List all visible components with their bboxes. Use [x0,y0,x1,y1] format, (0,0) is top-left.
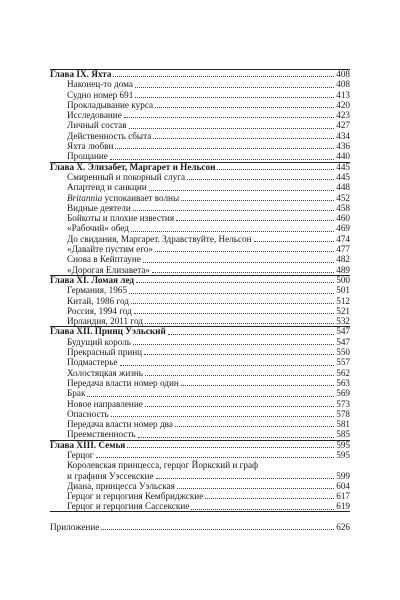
toc-entry-line1 [50,460,350,470]
page-number: 521 [336,305,350,316]
table-of-contents [50,69,350,532]
entry-label: Прощание [67,151,108,162]
leader-dots [115,148,334,149]
entry-label: Герцог и герцогиня Кембриджские [67,491,204,502]
toc-entry [50,141,350,151]
entry-label: «Дорогая Елизавета» [67,264,150,275]
chapter-title: Глава IX. Яхта [50,69,112,79]
leader-dots [135,87,334,88]
toc-entry [50,172,350,182]
leader-dots [149,190,335,191]
entry-label: Преемственность [67,429,136,440]
leader-dots [176,220,334,221]
entry-label: Передача власти номер два [67,419,173,430]
toc-entry [50,419,350,429]
toc-entry [50,213,350,223]
page-number: 550 [336,347,350,358]
toc-entry [50,399,350,409]
leader-dots [136,282,334,283]
entry-label-rest: успокаивает волны [102,192,180,203]
page-number: 563 [336,377,350,388]
leader-dots [168,334,334,335]
page-number: 408 [336,69,350,79]
entry-label: До свидания, Маргарет. Здравствуйте, Нельсон [67,233,252,244]
divider [50,440,350,441]
toc-entry [50,501,350,511]
toc-entry [50,193,350,203]
toc-entry [50,223,350,233]
toc-entry [50,306,350,316]
page-number: 436 [336,141,350,152]
page-number: 595 [336,449,350,460]
chapter-heading [50,440,350,450]
divider [50,69,350,70]
toc-entry [50,151,350,161]
entry-label: Личный состав [67,120,127,131]
page-number: 500 [336,274,350,285]
leader-dots [131,303,334,304]
chapter-heading [50,162,350,172]
page-number: 585 [336,429,350,440]
chapter-title: Глава XIII. Семья [50,439,126,450]
toc-entry [50,409,350,419]
leader-dots [155,251,334,252]
chapter-title: Глава XI. Ломая лед [50,274,135,285]
page-number: 413 [336,89,350,100]
entry-label: Смиренный и покорный слуга [67,171,186,182]
leader-dots [155,107,334,108]
entry-label: Герцог и герцогиня Сассекские [67,501,190,512]
divider [50,275,350,276]
entry-label: Диана, принцесса Уэльская [67,480,175,491]
page-number: 445 [336,161,350,172]
page-number: 562 [336,367,350,378]
toc-entry [50,254,350,264]
leader-dots [152,272,334,273]
entry-label: Королевская принцесса, герцог Йоркский и граф [67,460,259,471]
leader-dots [187,179,334,180]
leader-dots [175,426,334,427]
page-number: 569 [336,388,350,399]
page-number: 448 [336,182,350,193]
page-number: 452 [336,192,350,203]
leader-dots [144,354,334,355]
page-number: 578 [336,408,350,419]
leader-dots [113,76,334,77]
entry-label: Подмастерье [67,357,118,368]
toc-entry [50,285,350,295]
leader-dots [138,437,335,438]
toc-entry [50,265,350,275]
leader-dots [254,241,335,242]
page-number: 408 [336,79,350,90]
page-number: 458 [336,202,350,213]
divider [50,162,350,163]
leader-dots [181,200,334,201]
toc-entry [50,347,350,357]
entry-label: Яхта любви [67,141,114,152]
leader-dots [135,97,334,98]
page-number: 469 [336,223,350,234]
entry-label-continued: и графиня Уэссекские [67,470,154,481]
toc-entry [50,182,350,192]
toc-entry [50,481,350,491]
toc-entry-line2 [50,471,350,481]
entry-label: Судно номер 691 [67,89,134,100]
leader-dots [87,396,334,397]
entry-label: Холостяцкая жизнь [67,367,143,378]
leader-dots [134,313,334,314]
chapter-title: Глава X. Элизабет, Маргарет и Нельсон [50,161,216,172]
chapter-heading [50,326,350,336]
entry-label: «Давайте пустим его» [67,244,153,255]
toc-entry [50,450,350,460]
ship-name: Britannia [67,192,103,203]
leader-dots [133,210,334,211]
page-number: 547 [336,336,350,347]
leader-dots [131,231,334,232]
page-number: 604 [336,480,350,491]
page-number: 482 [336,254,350,265]
toc-entry [50,337,350,347]
page-number: 489 [336,264,350,275]
leader-dots [143,262,334,263]
leader-dots [96,457,335,458]
page-number: 532 [336,316,350,327]
page-number: 557 [336,357,350,368]
toc-entry [50,79,350,89]
toc-entry [50,296,350,306]
divider [50,511,350,512]
leader-dots [217,169,334,170]
entry-label [50,193,179,203]
toc-entry [50,203,350,213]
leader-dots [145,323,334,324]
leader-dots [129,293,334,294]
page-number: 501 [336,285,350,296]
leader-dots [133,344,334,345]
entry-label: Наконец-то дома [67,79,133,90]
entry-label: Герцог [67,449,94,460]
page-number: 440 [336,151,350,162]
toc-entry [50,120,350,130]
chapter-heading [50,69,350,79]
entry-label: Будущий король [67,336,131,347]
entry-label: Прекрасный принц [67,347,143,358]
toc-entry [50,316,350,326]
page-number: 626 [336,521,350,532]
toc-entry [50,388,350,398]
toc-entry [50,491,350,501]
page-number: 619 [336,501,350,512]
page-number: 599 [336,470,350,481]
entry-label: Исследование [67,110,122,121]
entry-label: Новое направление [67,398,143,409]
entry-label: Действенность сбыта [67,130,152,141]
leader-dots [156,478,335,479]
leader-dots [120,365,335,366]
chapter-title: Глава XII. Принц Уэльский [50,326,166,337]
spacer [50,512,350,522]
entry-label: Китай, 1986 год [67,295,129,306]
leader-dots [145,375,334,376]
leader-dots [111,416,334,417]
page-number: 573 [336,398,350,409]
page-number: 423 [336,110,350,121]
leader-dots [127,447,334,448]
appendix-entry [50,522,350,532]
appendix-label: Приложение [50,521,100,532]
toc-entry [50,110,350,120]
entry-label: Апартеид и санкции [67,182,147,193]
entry-label: Россия, 1994 год [67,305,132,316]
leader-dots [145,406,334,407]
divider [50,326,350,327]
toc-entry [50,131,350,141]
leader-dots [205,498,334,499]
page-number: 445 [336,171,350,182]
toc-entry [50,100,350,110]
page-number: 420 [336,99,350,110]
page-number: 474 [336,233,350,244]
entry-label: «Рабочий» обед [67,223,129,234]
chapter-heading [50,275,350,285]
page-number: 547 [336,326,350,337]
leader-dots [177,488,334,489]
page-number: 595 [336,439,350,450]
toc-entry [50,368,350,378]
leader-dots [110,159,334,160]
toc-entry [50,90,350,100]
toc-entry [50,234,350,244]
leader-dots [181,385,334,386]
page-number: 617 [336,491,350,502]
leader-dots [124,117,334,118]
entry-label: Ирландия, 2011 год [67,316,143,327]
leader-dots [153,138,334,139]
toc-entry [50,244,350,254]
page-number: 427 [336,120,350,131]
entry-label: Германия, 1965 [67,285,128,296]
entry-label: Бойкоты и плохие известия [67,213,175,224]
page-number: 581 [336,419,350,430]
toc-entry [50,357,350,367]
entry-label: Снова в Кейптауне [67,254,141,265]
leader-dots [129,128,335,129]
entry-label: Опасность [67,408,109,419]
page-number: 460 [336,213,350,224]
page-number: 512 [336,295,350,306]
entry-label: Прокладывание курса [67,99,154,110]
toc-entry [50,378,350,388]
entry-label: Видные деятели [67,202,131,213]
entry-label: Передача власти номер один [67,377,179,388]
leader-dots [191,509,334,510]
page-number: 434 [336,130,350,141]
toc-entry [50,429,350,439]
leader-dots [101,529,334,530]
entry-label: Брак [67,388,86,399]
page-number: 477 [336,244,350,255]
